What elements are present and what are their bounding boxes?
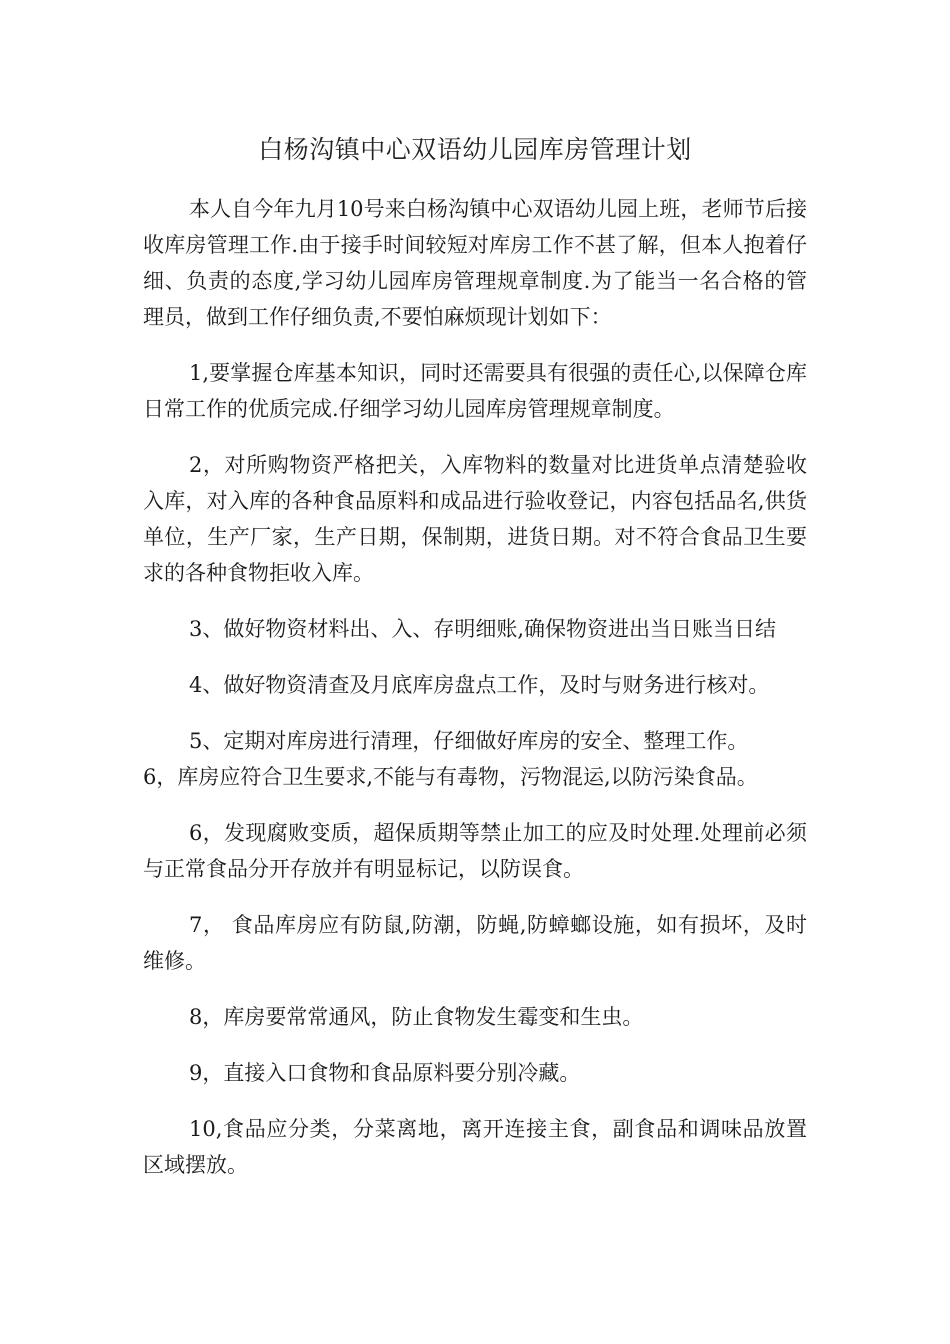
plan-item-3: 3、做好物资材料出、入、存明细账,确保物资进出当日账当日结 [189,617,777,641]
plan-item-2: 2，对所购物资严格把关，入库物料的数量对比进货单点清楚验收入库，对入库的各种食品原料和成品进行验收登记，内容包括品名,供货单位，生产厂家，生产日期，保制期，进货日期。对不符合食品卫生要求的各种食物拒收入库。 [143,453,807,585]
intro-paragraph: 本人自今年九月10号来白杨沟镇中心双语幼儿园上班，老师节后接收库房管理工作.由于接手时间较短对库房工作不甚了解，但本人抱着仔细、负责的态度,学习幼儿园库房管理规章制度.为了能当一名合格的管理员，做到工作仔细负责,不要怕麻烦现计划如下： [143,197,807,329]
plan-item-5: 5、定期对库房进行清理，仔细做好库房的安全、整理工作。 [189,729,749,753]
plan-item-9: 9，直接入口食物和食品原料要分别冷藏。 [189,1061,581,1085]
plan-item-10: 10,食品应分类，分菜离地，离开连接主食，副食品和调味品放置区域摆放。 [143,1117,807,1177]
plan-item-4: 4、做好物资清查及月底库房盘点工作，及时与财务进行核对。 [189,673,770,697]
plan-item-1: 1,要掌握仓库基本知识，同时还需要具有很强的责任心,以保障仓库日常工作的优质完成.仔细学习幼儿园库房管理规章制度。 [143,361,807,421]
plan-item-8: 8，库房要常常通风，防止食物发生霉变和生虫。 [189,1005,644,1029]
plan-item-6a: 6，库房应符合卫生要求,不能与有毒物，污物混运,以防污染食品。 [143,765,758,789]
document-title: 白杨沟镇中心双语幼儿园库房管理计划 [258,135,692,164]
plan-item-6b: 6，发现腐败变质，超保质期等禁止加工的应及时处理.处理前必须与正常食品分开存放并有明显标记，以防误食。 [143,821,807,881]
document-body [143,191,807,1203]
plan-item-7: 7， 食品库房应有防鼠,防潮，防蝇,防蟑螂设施，如有损坏，及时维修。 [143,913,807,973]
